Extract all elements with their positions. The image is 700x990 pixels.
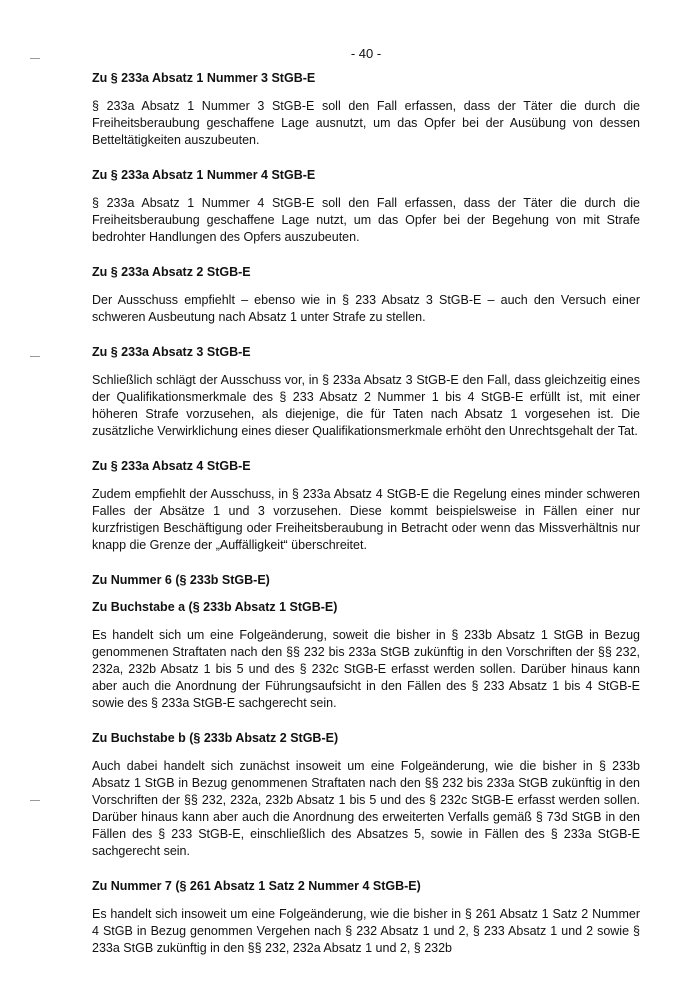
section-paragraph: Es handelt sich insoweit um eine Folgeänderung, wie die bisher in § 261 Absatz 1 Satz 2 Nummer 4 StGB in Bezug genommen Vergehen nach § 232 Absatz 1 und 2, § 233 Absatz 1 und 2 sowie § 233a StGB zukünftig in den §§ 232, 232a Absatz 1 und 2, § 232b	[92, 907, 640, 955]
page-number: - 40 -	[350, 46, 382, 61]
section-heading: Zu Buchstabe b (§ 233b Absatz 2 StGB-E)	[92, 731, 339, 745]
section-paragraph: Zudem empfiehlt der Ausschuss, in § 233a Absatz 4 StGB-E die Regelung eines minder schweren Falles der Absätze 1 und 3 vorzusehen. Diese kommt beispielsweise in Fällen einer nur kurzfristigen Beschäftigung oder Freiheitsberaubung in Betracht oder wenn das Missverhältnis nur knapp die Grenze der „Auffälligkeit“ überschreitet.	[92, 487, 640, 552]
margin-mark	[30, 58, 40, 59]
section-heading: Zu § 233a Absatz 1 Nummer 3 StGB-E	[92, 71, 316, 85]
section-233a-4	[92, 459, 640, 554]
section-heading: Zu § 233a Absatz 3 StGB-E	[92, 345, 251, 359]
section-paragraph: § 233a Absatz 1 Nummer 4 StGB-E soll den Fall erfassen, dass der Täter die durch die Freiheitsberaubung geschaffene Lage nutzt, um das Opfer bei der Begehung von mit Strafe bedrohter Handlungen des Opfers auszubeuten.	[92, 196, 640, 244]
section-buchstabe-b	[92, 731, 640, 860]
section-233a-2	[92, 265, 640, 326]
section-heading: Zu § 233a Absatz 4 StGB-E	[92, 459, 251, 473]
section-paragraph: Der Ausschuss empfiehlt – ebenso wie in § 233 Absatz 3 StGB-E – auch den Versuch einer schweren Ausbeutung nach Absatz 1 unter Strafe zu stellen.	[92, 293, 640, 324]
section-nummer-6	[92, 573, 640, 587]
margin-mark	[30, 800, 40, 801]
section-233a-1-3	[92, 71, 640, 149]
section-233a-1-4	[92, 168, 640, 246]
section-paragraph: Auch dabei handelt sich zunächst insoweit um eine Folgeänderung, wie die bisher in § 233b Absatz 1 StGB in Bezug genommenen Straftaten nach den §§ 232 bis 233a StGB zukünftig in den Vorschriften der §§ 232, 232a, 232b Absatz 1 bis 5 und des § 232c StGB-E erfasst werden sollen. Darüber hinaus kann aber auch die Anordnung des erweiterten Verfalls gemäß § 73d StGB in den Fällen des § 233 StGB-E, einschließlich des Absatzes 5, sowie in Fällen des § 233a StGB-E sachgerecht sein.	[92, 759, 640, 858]
section-heading: Zu Buchstabe a (§ 233b Absatz 1 StGB-E)	[92, 600, 338, 614]
margin-mark	[30, 356, 40, 357]
section-paragraph: Schließlich schlägt der Ausschuss vor, in § 233a Absatz 3 StGB-E den Fall, dass gleichzeitig eines der Qualifikationsmerkmale des § 233 Absatz 2 Nummer 1 bis 4 StGB-E erfüllt ist, mit einer höheren Strafe vorzusehen, als diejenige, die für Taten nach Absatz 1 vorgesehen ist. Die zusätzliche Verwirklichung eines dieser Qualifikationsmerkmale erhöht den Unrechtsgehalt der Tat.	[92, 373, 640, 438]
section-heading: Zu Nummer 7 (§ 261 Absatz 1 Satz 2 Nummer 4 StGB-E)	[92, 879, 421, 893]
section-buchstabe-a	[92, 600, 640, 712]
section-paragraph: Es handelt sich um eine Folgeänderung, soweit die bisher in § 233b Absatz 1 StGB in Bezug genommenen Straftaten nach den §§ 232 bis 233a StGB zukünftig in den Vorschriften der §§ 232, 232a, 232b Absatz 1 bis 5 und des § 232c StGB-E erfasst werden sollen. Darüber hinaus kann aber auch die Anordnung der Führungsaufsicht in den Fällen des § 233 Absatz 1 bis 4 StGB-E sowie des § 233a StGB-E sachgerecht sein.	[92, 628, 640, 710]
section-heading: Zu § 233a Absatz 1 Nummer 4 StGB-E	[92, 168, 316, 182]
section-nummer-7	[92, 879, 640, 957]
section-heading: Zu § 233a Absatz 2 StGB-E	[92, 265, 251, 279]
section-paragraph: § 233a Absatz 1 Nummer 3 StGB-E soll den Fall erfassen, dass der Täter die durch die Freiheitsberaubung geschaffene Lage ausnutzt, um das Opfer bei der Ausübung von dessen Betteltätigkeiten auszubeuten.	[92, 99, 640, 147]
section-233a-3	[92, 345, 640, 440]
section-heading: Zu Nummer 6 (§ 233b StGB-E)	[92, 573, 270, 587]
